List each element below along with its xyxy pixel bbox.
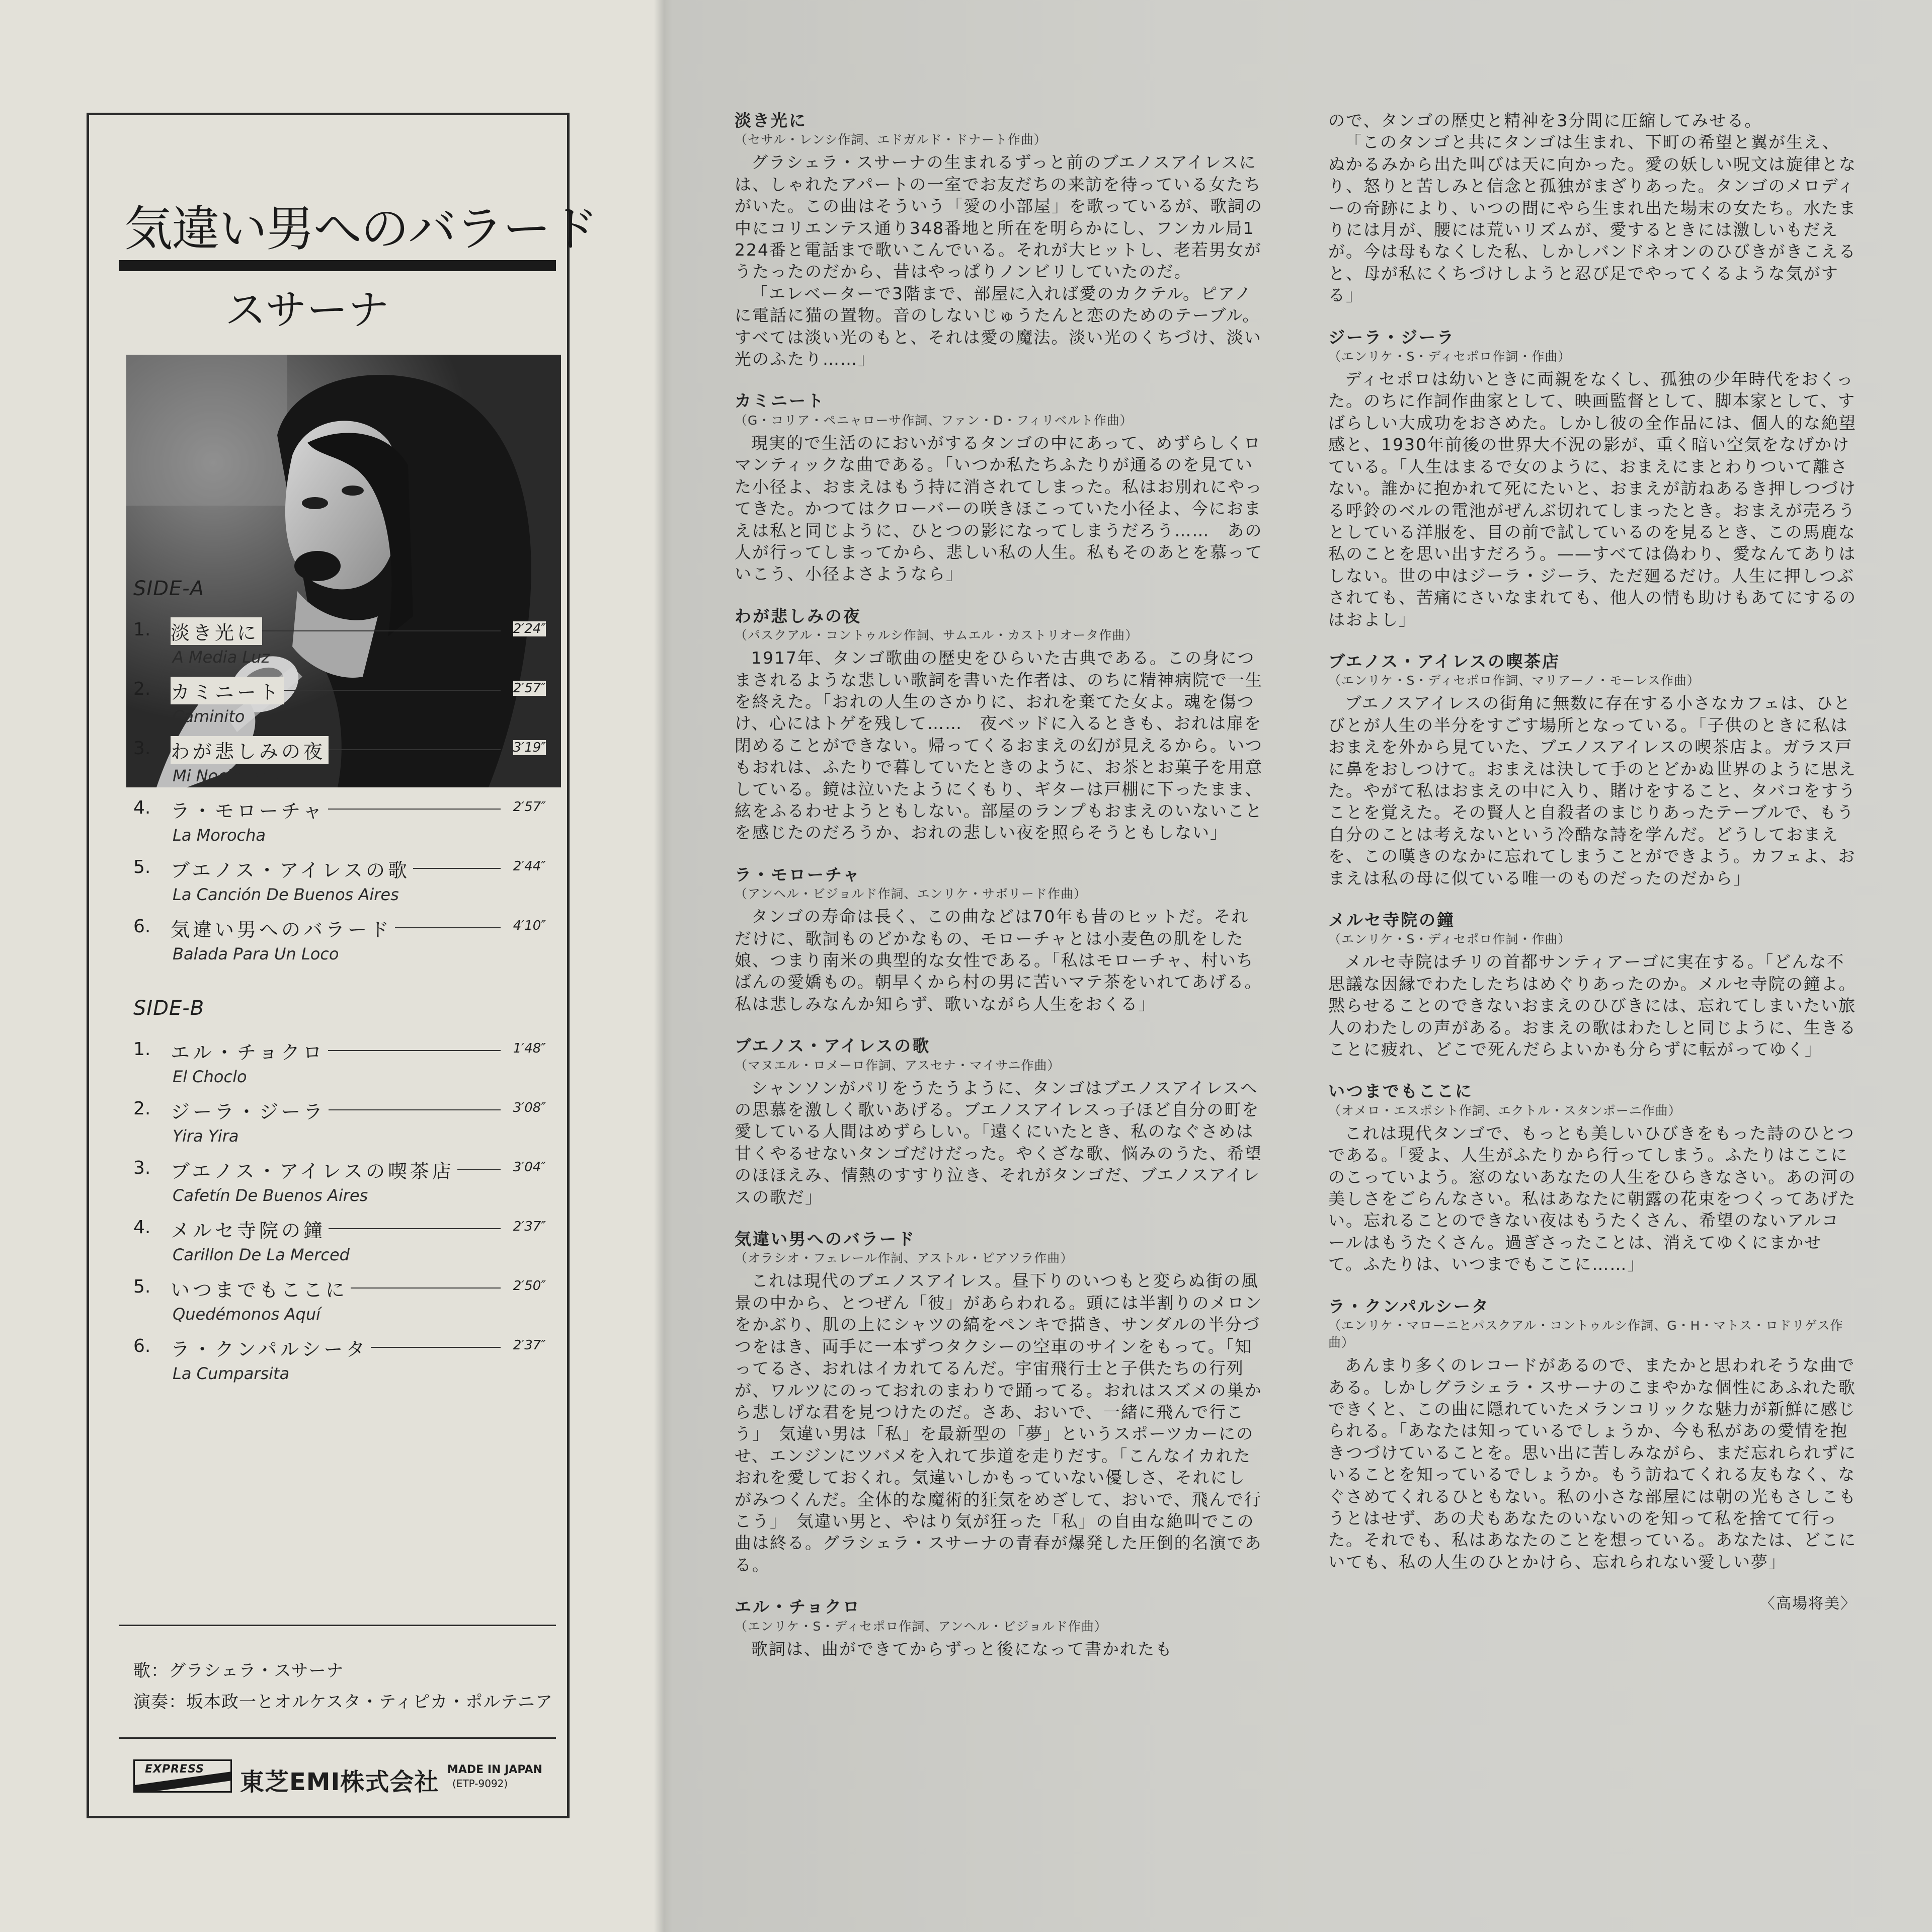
song-note-title: エル・チョクロ: [735, 1597, 861, 1617]
track-number: 6.: [133, 1336, 151, 1356]
label-rule: [119, 1737, 556, 1739]
song-note-title: ジーラ・ジーラ: [1328, 327, 1455, 347]
notes-paragraph: シャンソンがパリをうたうように、タンゴはブエノスアイレスへの思慕を激しく歌いあげる。ブエノスアイレスっ子ほど自分の町を愛している人間はめずらしい。「遠くにいたとき、私のなぐさめは甘くやるせないタンゴだけだった。やくざな歌、悩みのうた、希望のほほえみ、情熱のすすり泣き、それがタンゴだ、ブエノスアイレスの歌だ」: [735, 1078, 1263, 1207]
track-number: 2.: [133, 679, 151, 699]
song-note-title: カミニート: [735, 391, 825, 411]
track-row: [133, 1276, 546, 1335]
track-duration: 2′50″: [513, 1278, 546, 1294]
song-note-title: いつまでもここに: [1328, 1081, 1473, 1101]
notes-paragraph: グラシェラ・スサーナの生まれるずっと前のブエノスアイレスには、しゃれたアパートの一室でお友だちの来訪を待っている女たちがいた。この曲はそういう「愛の小部屋」を歌っているが、歌詞の中にコリエンテス通り348番地と所在を明らかにし、フンカル局1224番と電話まで歌いこんでいる。それが大ヒットし、老若男女がうたったのだから、昔はやっぱりノンビリしていたのだ。: [735, 152, 1263, 282]
song-note-section: [1328, 909, 1857, 1060]
track-row: [133, 738, 546, 796]
track-duration: 2′44″: [513, 859, 546, 874]
track-number: 2.: [133, 1098, 151, 1119]
credit-rule: [119, 1625, 556, 1626]
notes-paragraph: ので、タンゴの歴史と精神を3分間に圧縮してみせる。: [1328, 111, 1762, 130]
track-number: 1.: [133, 1039, 151, 1060]
song-note-section: [735, 864, 1263, 1015]
page-fold: [654, 0, 672, 1932]
track-number: 4.: [133, 1217, 151, 1238]
track-original-title: Quedémonos Aquí: [173, 1305, 320, 1324]
notes-paragraph: 「エレベーターで3階まで、部屋に入れば愛のカクテル。ピアノに電話に猫の置物。音のしないじゅうたんと恋のためのテーブル。すべては淡い光のもと、それは愛の魔法。淡い光のくちづけ、淡い光のふたり……」: [735, 283, 1262, 369]
album-info-box: [87, 113, 597, 1818]
track-row: [133, 1336, 546, 1394]
song-note-title: 淡き光に: [735, 111, 807, 130]
notes-paragraph: ブエノスアイレスの街角に無数に存在する小さなカフェは、ひとびとが人生の半分をすごす場所となっている。「子供のときに私はおまえを外から見ていた、ブエノスアイレスの喫茶店よ。ガラス戸に鼻をおしつけて。おまえは決して手のとどかぬ世界のように思えた。やがて私はおまえの中に入り、賭けをすること、タバコをすうことを覚えた。その賢人と自殺者のまじりあったテーブルで、もう自分のことは考えないという冷酷な詩を学んだ。どうしておまえを、この嘆きのなかに忘れてしまうことができよう。カフェよ、おまえは私の母に似ている唯一のものだったのだから」: [1328, 693, 1857, 888]
track-row: [133, 916, 546, 975]
vocal-credit: 歌：グラシェラ・スサーナ: [133, 1661, 344, 1681]
track-title: カミニート: [171, 677, 284, 704]
track-duration: 1′48″: [513, 1041, 546, 1056]
track-original-title: El Choclo: [173, 1067, 247, 1086]
track-duration: 2′24″: [513, 621, 546, 636]
track-duration: 3′04″: [513, 1160, 546, 1175]
track-original-title: Cafetín De Buenos Aires: [173, 1186, 368, 1205]
song-note-credit: （セサル・レンシ作詞、エドガルド・ドナート作曲）: [735, 132, 1047, 147]
side-a-header: SIDE-A: [133, 577, 205, 600]
notes-paragraph: これは現代タンゴで、もっとも美しいひびきをもった詩のひとつである。「愛よ、人生がふたりから行ってしまう。ふたりはここにのこっていよう。窓のないあなたの人生をひらきなさい。あの河の美しさをごらんなさい。私はあなたに朝露の花束をつくってあげたい。忘れることのできない夜はもうたくさん、希望のないアルコールはもうたくさん。過ぎさったことは、消えてゆくにまかせて。ふたりは、いつまでもここに……」: [1328, 1123, 1857, 1274]
notes-paragraph: 1917年、タンゴ歌曲の歴史をひらいた古典である。この身につまされるような悲しい歌詞を書いた作者は、のちに精神病院で一生を終えた。「おれの人生のさかりに、おれを棄てた女よ。魂を傷つけ、心にはトゲを残して…… 夜ベッドに入るときも、おれは扉を閉めることができない。帰ってくるおまえの幻が見えるから。いつもおれは、ふたりで暮していたときのように、お茶とお菓子を用意している。鏡は泣いたようにくもり、ギターは戸棚に下ったまま、絃をふるわせようともしない。部屋のランプもおまえのいないことを感じたのだろうか、おれの悲しい夜を照らそうともしない」: [735, 648, 1263, 843]
track-original-title: Caminito: [173, 707, 245, 726]
author-signature: 〈高場将美〉: [1760, 1595, 1857, 1613]
record-company: 東芝EMI株式会社: [240, 1768, 439, 1796]
track-original-title: Carillon De La Merced: [173, 1245, 350, 1264]
song-note-section: [1328, 1296, 1857, 1573]
track-original-title: Yira Yira: [173, 1126, 239, 1146]
notes-column-2: [1328, 110, 1857, 1615]
notes-paragraph: 歌詞は、曲ができてからずっと後になって書かれたも: [751, 1639, 1173, 1659]
song-note-section: [735, 1596, 1263, 1660]
side-b-header: SIDE-B: [133, 997, 205, 1020]
track-row: [133, 619, 546, 678]
express-logo: [133, 1759, 232, 1793]
made-in-japan: MADE IN JAPAN: [447, 1763, 542, 1776]
track-original-title: A Media Luz: [173, 648, 270, 667]
song-note-section: [735, 110, 1263, 370]
track-duration: 3′19″: [513, 740, 546, 755]
notes-paragraph: これは現代のブエノスアイレス。昼下りのいつもと変らぬ街の風景の中から、とつぜん「彼」があらわれる。頭には半割りのメロンをかぶり、肌の上にシャツの縞をペンキで描き、サンダルの半分づつをはき、両手に一本ずつタクシーの空車のサインをもって。「知ってるさ、おれはイカれてるんだ。宇宙飛行士と子供たちの行列が、ワルツにのっておれのまわりで踊ってる。おれはスズメの巣から悲しげな君を見つけたのだ。さあ、おいで、一緒に飛んで行こう」 気違い男は「私」を最新型の「夢」というスポーツカーにのせ、エンジンにツバメを入れて歩道を走りだす。「こんなイカれたおれを愛しておくれ。気違いしかもっていない優しさ、それにしがみつくんだ。全体的な魔術的狂気をめざして、おいで、飛んで行こう」 気違い男と、やはり気が狂った「私」の自由な絶叫でこの曲は終る。グラシェラ・スサーナの青春が爆発した圧倒的名演である。: [735, 1271, 1263, 1575]
track-title: わが悲しみの夜: [171, 736, 329, 764]
song-note-title: ブエノス・アイレスの歌: [735, 1036, 931, 1056]
notes-paragraph: タンゴの寿命は長く、この曲などは70年も昔のヒットだ。それだけに、歌詞ものどかなもの、モローチャとは小麦色の肌をした娘、つまり南米の典型的な女性である。「私はモローチャ、村いちばんの愛嬌もの。朝早くから村の男に苦いマテ茶をいれてあげる。私は悲しみなんか知らず、歌いながら人生をおくる」: [735, 907, 1262, 1014]
track-title: 気違い男へのバラード: [171, 914, 395, 942]
track-row: [133, 797, 546, 856]
song-note-section: [1328, 1080, 1857, 1275]
track-title: ラ・モローチャ: [171, 795, 328, 823]
notes-paragraph: 現実的で生活のにおいがするタンゴの中にあって、めずらしくロマンティックな曲である。「いつか私たちふたりが通るのを見ていた小径よ、おまえはもう持に消されてしまった。私はお別れにやってきた。かつてはクローバーの咲きほこっていた小径よ、今におまえは私と同じように、ひとつの影になってしまうだろう…… あの人が行ってしまってから、悲しい私の人生。私もそのあとを慕っていこう、小径よさようなら」: [735, 433, 1263, 584]
track-number: 3.: [133, 1158, 151, 1178]
notes-continuation: [1328, 110, 1857, 306]
track-number: 5.: [133, 857, 151, 877]
track-original-title: La Cumparsita: [173, 1364, 290, 1383]
title-rule: [119, 260, 556, 271]
song-note-credit: （マヌエル・ロメーロ作詞、アスセナ・マイサニ作曲）: [735, 1058, 1061, 1073]
track-title: ジーラ・ジーラ: [171, 1096, 329, 1124]
song-note-title: わが悲しみの夜: [735, 606, 861, 626]
song-note-section: [1328, 651, 1857, 889]
song-note-title: ブエノス・アイレスの喫茶店: [1328, 651, 1561, 671]
track-duration: 2′37″: [513, 1219, 546, 1234]
track-number: 1.: [133, 619, 151, 640]
track-duration: 4′10″: [513, 918, 546, 933]
notes-paragraph: ディセポロは幼いときに両親をなくし、孤独の少年時代をおくった。のちに作詞作曲家として、映画監督として、脚本家として、すばらしい大成功をおさめた。しかし彼の全作品には、個人的な絶望感と、1930年前後の世界大不況の影が、重く暗い空気をなげかけている。「人生はまるで女のように、おまえにまとわりついて離さない。誰かに抱かれて死にたいと、おまえが訪ねあるき押しつづける呼鈴のベルの電池がぜんぶ切れてしまったとき。おまえが売ろうとしている洋服を、目の前で試しているのを見るとき、この馬鹿な私のことを思い出すだろう。——すべては偽わり、愛なんてありはしない。世の中はジーラ・ジーラ、ただ廻るだけ。人生に押しつぶされても、苦痛にさいなまれても、他人の情も助けもあてにするのはおよし」: [1328, 369, 1857, 629]
catalog-number: (ETP-9092): [452, 1778, 508, 1790]
notes-column-1: [735, 110, 1263, 1680]
track-duration: 3′08″: [513, 1100, 546, 1115]
song-note-title: メルセ寺院の鐘: [1328, 910, 1455, 930]
song-note-credit: （G・コリア・ペニャローサ作詞、ファン・D・フィリベルト作曲）: [735, 413, 1133, 428]
song-note-section: [735, 390, 1263, 585]
song-note-credit: （エンリケ・S・ディセポロ作詞・作曲）: [1328, 932, 1571, 947]
song-note-title: ラ・クンパルシータ: [1328, 1296, 1490, 1316]
performer-credit: 演奏：坂本政一とオルケスタ・ティピカ・ポルテニア: [133, 1692, 553, 1712]
track-row: [133, 857, 546, 915]
song-note-credit: （オメロ・エスポシト作詞、エクトル・スタンポーニ作曲）: [1328, 1103, 1681, 1118]
song-note-credit: （アンヘル・ビジョルド作詞、エンリケ・サボリード作曲）: [735, 887, 1087, 902]
track-number: 3.: [133, 738, 151, 759]
song-note-section: [735, 1228, 1263, 1576]
track-row: [133, 679, 546, 737]
logo-text: EXPRESS: [145, 1763, 204, 1776]
track-title: エル・チョクロ: [171, 1037, 328, 1065]
track-number: 6.: [133, 916, 151, 937]
song-note-title: 気違い男へのバラード: [735, 1229, 916, 1249]
song-note-section: [1328, 327, 1857, 630]
track-original-title: Balada Para Un Loco: [173, 944, 339, 963]
track-duration: 2′57″: [513, 681, 546, 696]
track-duration: 2′57″: [513, 799, 546, 815]
track-title: 淡き光に: [171, 617, 262, 645]
song-note-section: [735, 1035, 1263, 1208]
track-title: ラ・クンパルシータ: [171, 1334, 371, 1361]
song-note-credit: （エンリケ・S・ディセポロ作詞、アンヘル・ビジョルド作曲）: [735, 1619, 1107, 1634]
track-row: [133, 1098, 546, 1157]
artist-name: スサーナ: [225, 286, 389, 334]
album-title: 気違い男へのバラード: [124, 201, 597, 257]
track-title: ブエノス・アイレスの歌: [171, 855, 413, 882]
track-title: ブエノス・アイレスの喫茶店: [171, 1156, 457, 1183]
track-row: [133, 1039, 546, 1097]
song-note-credit: （パスクアル・コントゥルシ作詞、サムエル・カストリオータ作曲）: [735, 628, 1139, 643]
notes-paragraph: メルセ寺院はチリの首都サンティアーゴに実在する。「どんな不思議な因縁でわたしたちはめぐりあったのか。メルセ寺院の鐘よ。黙らせることのできないおまえのひびきには、忘れてしまいたい旅人のわたしの声がある。おまえの歌はわたしと同じように、生きることに疲れ、どこで死んだらよいかも分らずに転がってゆく」: [1328, 952, 1857, 1060]
track-row: [133, 1158, 546, 1216]
notes-paragraph: あんまり多くのレコードがあるので、またかと思われそうな曲である。しかしグラシェラ・スサーナのこまやかな個性にあふれた歌できくと、この曲に隠れていたメランコリックな魅力が新鮮に感じられる。「あなたは知っているでしょうか、今も私があの愛情を抱きつづけていることを。思い出に苦しみながら、まだ忘れられずにいることを知っているでしょうか。もう訪ねてくれる友もなく、なぐさめてくれるひともない。私の小さな部屋には朝の光もさしこもうとはせず、あの犬もあなたのいないのを知って私を捨てて行った。それでも、私はあなたのことを想っている。あなたは、どこにいても、私の人生のひとかけら、忘れられない愛しい夢」: [1328, 1355, 1857, 1572]
song-note-credit: （エンリケ・S・ディセポロ作詞、マリアーノ・モーレス作曲）: [1328, 673, 1700, 688]
song-note-credit: （エンリケ・マローニとパスクアル・コントゥルシ作詞、G・H・マトス・ロドリゲス作曲）: [1328, 1318, 1843, 1350]
song-note-section: [735, 605, 1263, 844]
track-row: [133, 1217, 546, 1275]
track-original-title: Mi Noche Triste: [173, 766, 296, 785]
track-title: いつまでもここに: [171, 1274, 351, 1302]
track-original-title: La Morocha: [173, 826, 266, 845]
track-number: 4.: [133, 797, 151, 818]
track-original-title: La Canción De Buenos Aires: [173, 885, 399, 904]
song-note-title: ラ・モローチャ: [735, 864, 861, 884]
track-duration: 2′37″: [513, 1338, 546, 1353]
song-note-credit: （オラシオ・フェレール作詞、アストル・ピアソラ作曲）: [735, 1251, 1074, 1266]
notes-paragraph: 「このタンゴと共にタンゴは生まれ、下町の希望と翼が生え、ぬかるみから出た叫びは天に向かった。愛の妖しい呪文は旋律となり、怒りと苦しみと信念と孤独がまざりあった。タンゴのメロディーの奇跡により、いつの間にやら生まれ出た場末の女たち。水たまりには月が、腰には荒いリズムが、愛するときには激しいもだえが。今は母もなくした私、しかしバンドネオンのひびきがきこえると、母が私にくちづけしようと忍び足でやってくるような気がする」: [1328, 132, 1857, 305]
track-number: 5.: [133, 1276, 151, 1297]
track-title: メルセ寺院の鐘: [171, 1215, 329, 1243]
song-note-credit: （エンリケ・S・ディセポロ作詞・作曲）: [1328, 349, 1571, 364]
